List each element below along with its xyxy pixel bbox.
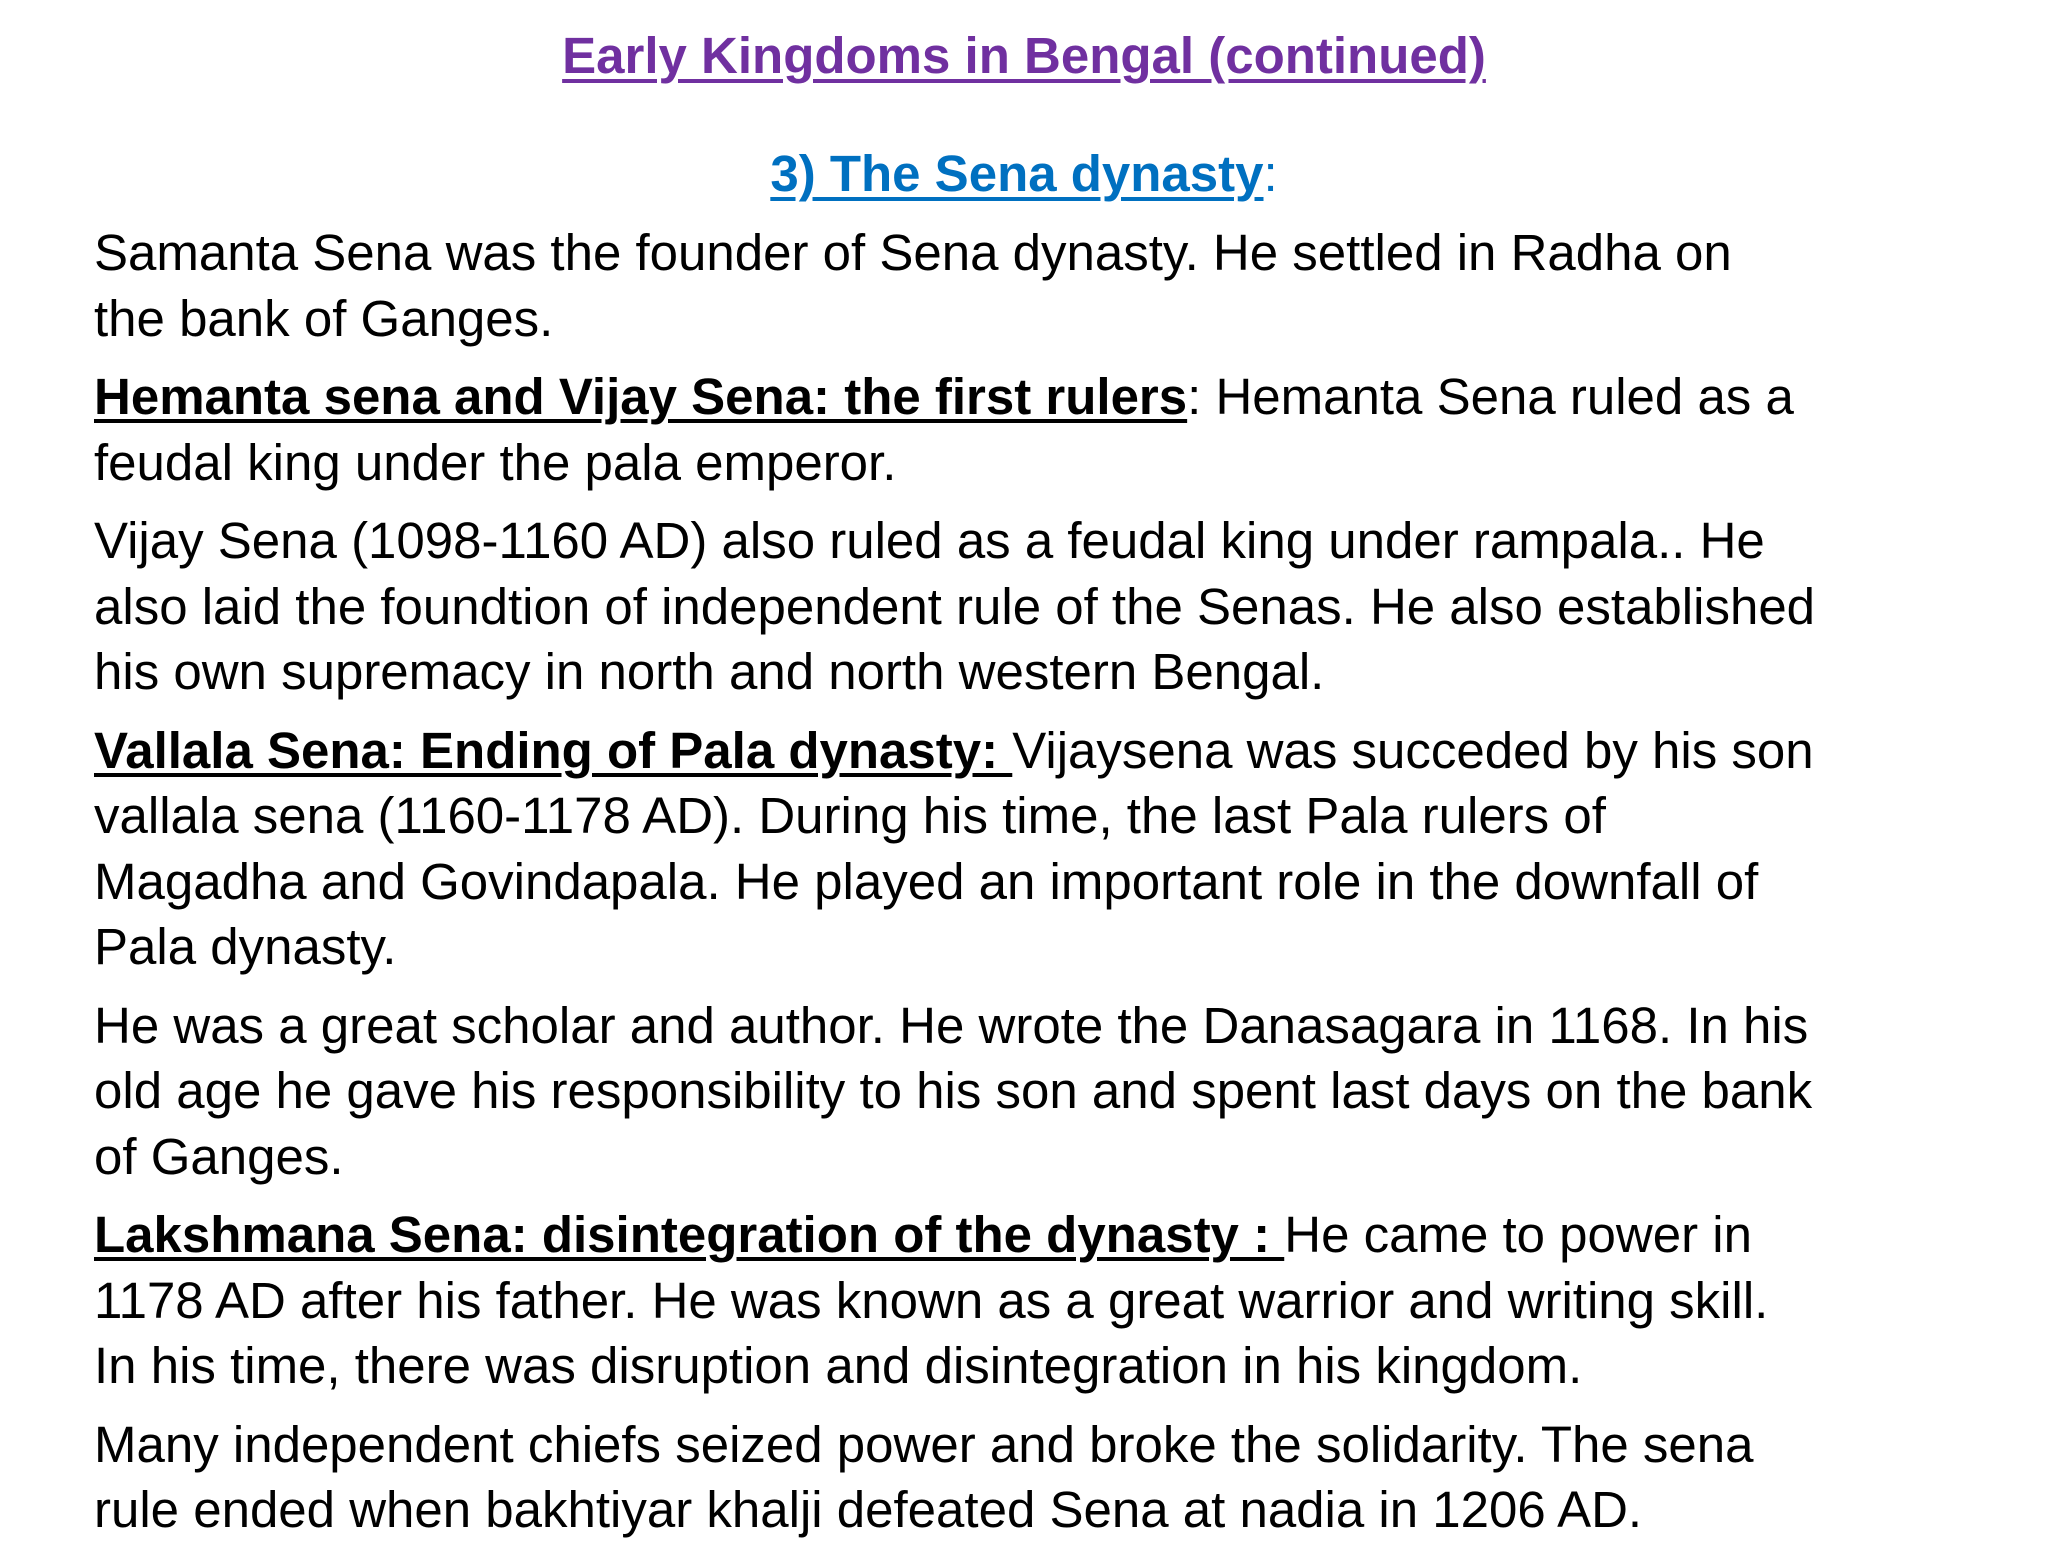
- paragraph-heading: Lakshmana Sena: disintegration of the dynasty :: [94, 1206, 1285, 1263]
- text-line: his own supremacy in north and north western Bengal.: [94, 643, 1325, 700]
- text-line: Vijay Sena (1098-1160 AD) also ruled as a feudal king under rampala.. He: [94, 512, 1765, 569]
- paragraph-end-of-sena-rule: [94, 1412, 1974, 1543]
- text-line: Many independent chiefs seized power and broke the solidarity. The sena: [94, 1415, 1754, 1473]
- paragraph-scholar-author: [94, 993, 1974, 1190]
- text-line: rule ended when bakhtiyar khalji defeated Sena at nadia in 1206 AD.: [94, 1481, 1643, 1538]
- paragraph-vallala-sena: [94, 718, 1974, 980]
- text-line: [94, 1202, 1974, 1268]
- paragraph-vijay-sena: [94, 508, 1974, 705]
- text-segment: He came to power in: [1284, 1206, 1752, 1263]
- text-segment: Vijaysena was succeded by his son: [1012, 721, 1814, 779]
- text-line: [94, 718, 1974, 784]
- paragraph-heading: Vallala Sena: Ending of Pala dynasty:: [94, 721, 1013, 779]
- paragraph-samanta-sena: [94, 220, 1974, 351]
- text-line: Magadha and Govindapala. He played an important role in the downfall of: [94, 852, 1759, 910]
- text-line: Pala dynasty.: [94, 918, 397, 975]
- text-line: feudal king under the pala emperor.: [94, 433, 897, 491]
- text-segment: : Hemanta Sena ruled as a: [1187, 368, 1794, 425]
- page-title: Early Kingdoms in Bengal (continued): [562, 27, 1486, 84]
- section-heading-text: 3) The Sena dynasty: [770, 145, 1264, 202]
- text-line: In his time, there was disruption and disintegration in his kingdom.: [94, 1337, 1583, 1394]
- text-line: of Ganges.: [94, 1127, 344, 1185]
- paragraph-heading: Hemanta sena and Vijay Sena: the first rulers: [94, 368, 1188, 425]
- text-line: [94, 364, 1974, 430]
- body-text: [94, 220, 1974, 1556]
- text-line: also laid the foundtion of independent rule of the Senas. He also established: [94, 577, 1816, 635]
- text-line: old age he gave his responsibility to his son and spent last days on the bank: [94, 1062, 1813, 1119]
- text-line: vallala sena (1160-1178 AD). During his time, the last Pala rulers of: [94, 787, 1606, 844]
- section-heading: [0, 144, 2048, 204]
- text-line: He was a great scholar and author. He wrote the Danasagara in 1168. In his: [94, 996, 1809, 1054]
- paragraph-lakshmana-sena: [94, 1202, 1974, 1399]
- text-line: the bank of Ganges.: [94, 289, 554, 347]
- text-line: 1178 AD after his father. He was known as a great warrior and writing skill.: [94, 1271, 1769, 1329]
- section-heading-colon: :: [1263, 145, 1278, 202]
- paragraph-hemanta-vijay-sena: [94, 364, 1974, 495]
- text-line: Samanta Sena was the founder of Sena dynasty. He settled in Radha on: [94, 224, 1732, 281]
